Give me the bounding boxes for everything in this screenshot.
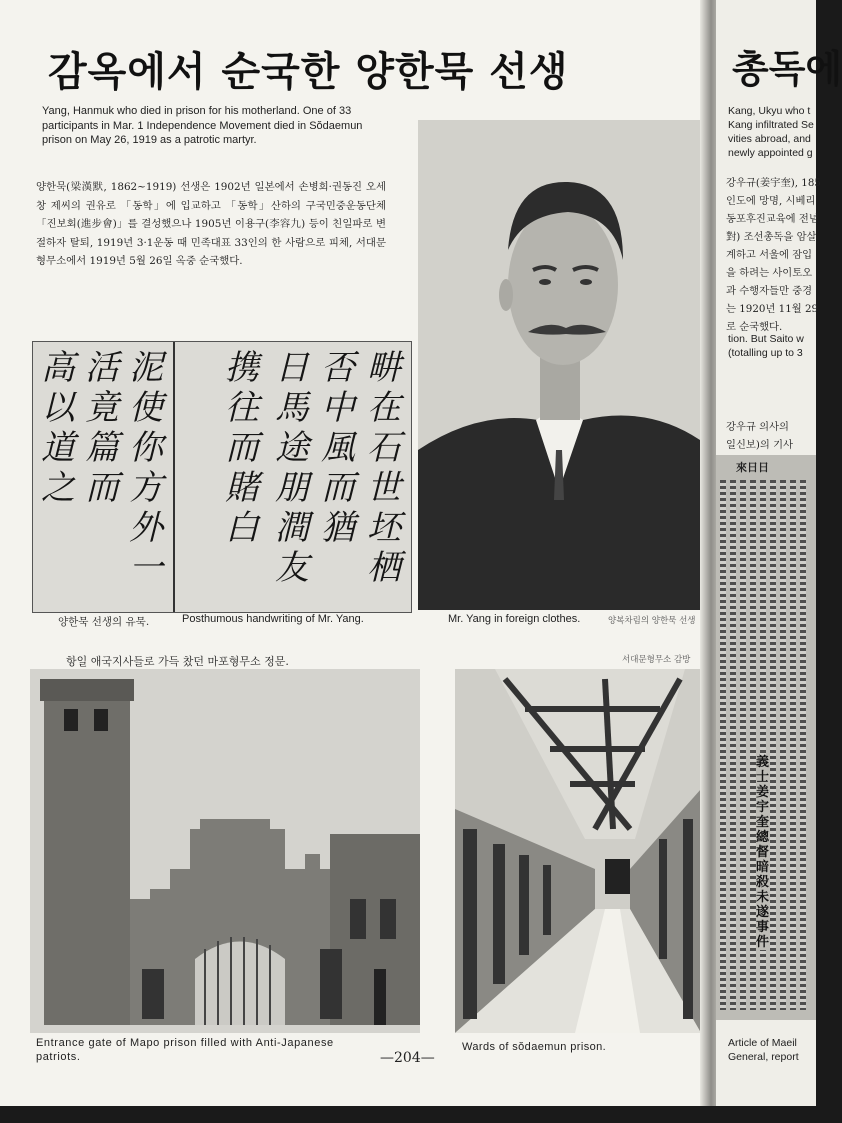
scroll-divider xyxy=(173,342,175,612)
handwriting-photo xyxy=(32,341,412,613)
portrait-caption-en: Mr. Yang in foreign clothes. xyxy=(448,613,581,625)
facing-korean-line: 對) 조선총독을 암살 xyxy=(726,231,817,243)
facing-korean-line: 과 수행자들만 중경 xyxy=(726,285,813,297)
newspaper-headline: 義士 姜宇奎 總督 暗殺 未遂 事件 xyxy=(756,755,770,950)
facing-korean-line: 강우규(姜宇奎), 185 xyxy=(726,177,821,189)
facing-korean-line: 동포후진교육에 전념 xyxy=(726,213,819,225)
newspaper-header: 來日日 xyxy=(736,461,769,474)
handwriting-column: 否 中 風 而 猶 xyxy=(321,348,355,548)
gate-heading-ko: 항일 애국지사들로 가득 찼던 마포형무소 정문. xyxy=(66,655,289,668)
newspaper-text-column xyxy=(740,480,746,1010)
newspaper-clipping xyxy=(716,455,816,1020)
facing-english-line: Kang infiltrated Se xyxy=(728,119,814,131)
handwriting-column: 畊 在 石 世 坯 栖 xyxy=(367,348,401,588)
portrait-photo xyxy=(418,120,700,610)
facing-korean-line: 강우규 의사의 xyxy=(726,421,789,433)
facing-page xyxy=(716,0,842,1106)
facing-page-title: 총독에 xyxy=(732,47,842,91)
gate-caption-en: Entrance gate of Mapo prison filled with Anti-Japanese patriots. xyxy=(36,1037,334,1063)
facing-caption-line: Article of Maeil xyxy=(728,1037,797,1049)
facing-english-line: (totalling up to 3 xyxy=(728,347,803,359)
prison-gate-illustration xyxy=(30,669,420,1033)
facing-caption-line: General, report xyxy=(728,1051,799,1063)
facing-korean-line: 일신보)의 기사 xyxy=(726,439,793,451)
handwriting-column: 携 往 而 賭 白 xyxy=(225,348,259,548)
prison-wards-illustration xyxy=(455,669,701,1033)
handwriting-column: 活 竟 篇 而 xyxy=(85,348,119,508)
handwriting-caption-en: Posthumous handwriting of Mr. Yang. xyxy=(182,613,364,625)
newspaper-text-column xyxy=(800,480,806,1010)
portrait-caption-ko: 양복차림의 양한묵 선생 xyxy=(608,616,696,626)
english-intro: Yang, Hanmuk who died in prison for his motherland. One of 33 participants in Mar. 1 Independence Movement died in Sŏdaemun prison on May 26, 1919 as a patrotic martyr. xyxy=(42,105,363,146)
portrait-illustration xyxy=(418,120,700,610)
newspaper-text-column xyxy=(720,480,726,1010)
wards-caption-en: Wards of sŏdaemun prison. xyxy=(462,1041,607,1053)
facing-korean-line: 로 순국했다. xyxy=(726,321,783,333)
facing-english-line: newly appointed g xyxy=(728,147,813,159)
handwriting-column: 高 以 道 之 xyxy=(41,348,75,508)
facing-english-line: vities abroad, and xyxy=(728,133,811,145)
korean-intro: 양한묵(梁漢默, 1862~1919) 선생은 1902년 일본에서 손병희·권동진 오세창 제씨의 권유로 「동학」에 입교하고 「동학」산하의 구국민중운동단체 「진보회(進步會)」를 결성했으나 1905년 이용구(李容九) 등이 친일파로 변절하자 탈퇴, 1919년 3·1운동 때 민족대표 33인의 한 사람으로 피체, 서대문형무소에서 1919년 5월 26일 옥중 순국했다. xyxy=(36,181,386,267)
newspaper-text-column xyxy=(790,480,796,1010)
handwriting-caption-ko: 양한묵 선생의 유묵. xyxy=(58,616,150,628)
newspaper-text-column xyxy=(730,480,736,1010)
page-title: 감옥에서 순국한 양한묵 선생 xyxy=(48,49,569,95)
facing-english-line: tion. But Saito w xyxy=(728,333,804,345)
facing-english-line: Kang, Ukyu who t xyxy=(728,105,811,117)
handwriting-column: 日 馬 途 朋 澗 友 xyxy=(275,348,309,588)
facing-korean-line: 인도에 망명, 시베리 xyxy=(726,195,816,207)
facing-korean-line: 을 하려는 사이토오 xyxy=(726,267,813,279)
prison-gate-photo xyxy=(30,669,420,1033)
scan-border xyxy=(0,1106,816,1123)
newspaper-text-column xyxy=(780,480,786,1010)
facing-korean-line: 계하고 서울에 잠입 xyxy=(726,249,813,261)
handwriting-column: 泥 使 你 方 外 一 xyxy=(129,348,163,588)
page-number: —204— xyxy=(380,1050,435,1066)
facing-korean-line: 는 1920년 11월 29 xyxy=(726,303,819,315)
prison-wards-photo xyxy=(455,669,701,1033)
newspaper-text-column xyxy=(770,480,776,1010)
wards-heading-ko: 서대문형무소 감방 xyxy=(622,655,691,665)
